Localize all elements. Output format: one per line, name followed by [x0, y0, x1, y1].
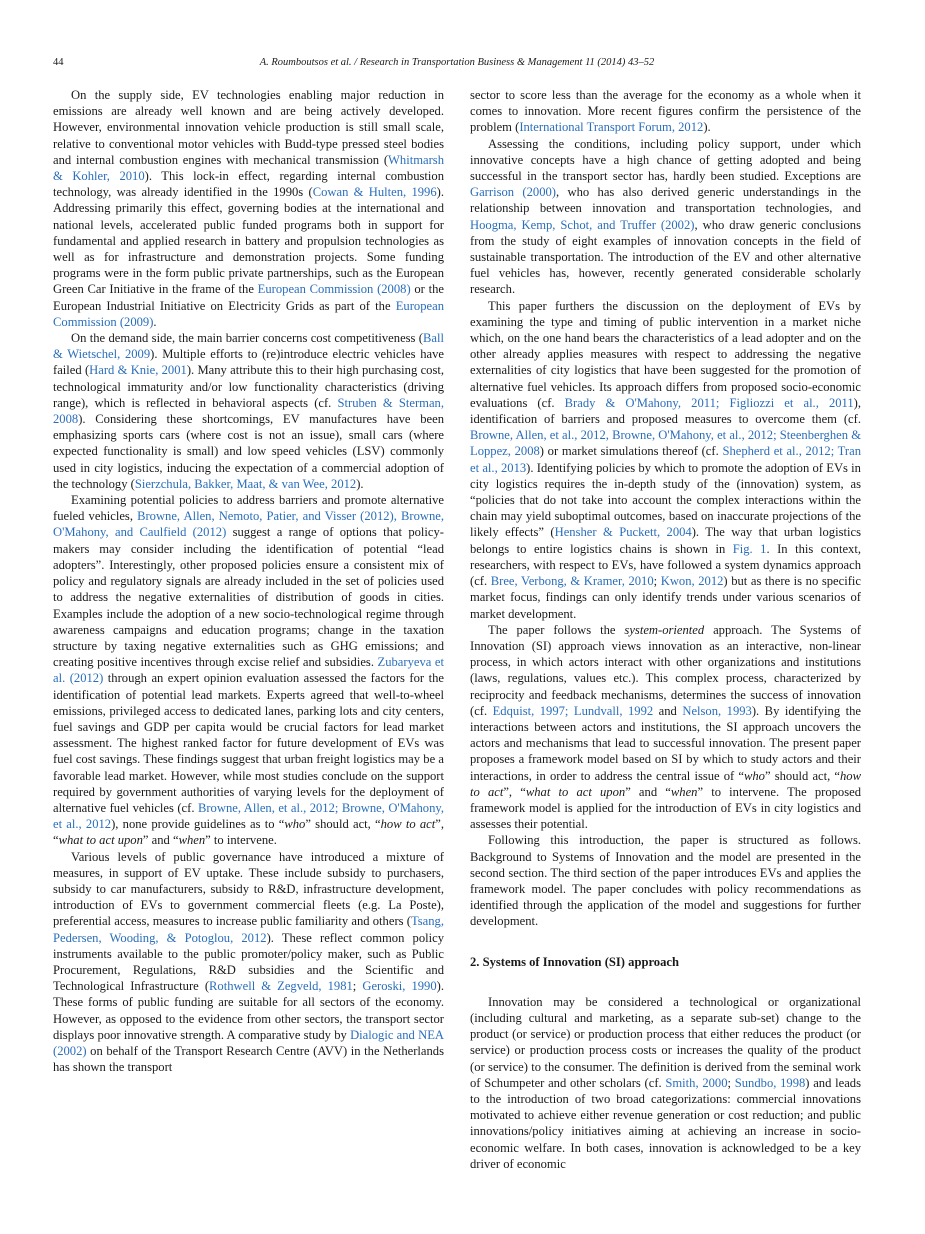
paragraph-demand-side: On the demand side, the main barrier concerns cost competitiveness (Ball & Wietschel, 2009). Multiple efforts to (re)introduce electric vehicles have failed (Hard & Knie, 2001). Many attribute this to their high purchasing cost, technological immaturity and/or low functionality characteristics (driving range), which is reflected in behavioral aspects (cf. Struben & Sterman, 2008). Considering these shortcomings, EV manufactures have been emphasizing sports cars (where cost is not an issue), small cars (where expected functionality is small) and low speed vehicles (LSV) commonly used in city logistics, inducing the expectation of a commercial adoption of the technology (Sierzchula, Bakker, Maat, & van Wee, 2012). — [53, 331, 444, 491]
citation-link[interactable]: Hensher & Puckett, 2004 — [554, 525, 692, 540]
figure-link[interactable]: Fig. 1 — [732, 541, 767, 556]
paragraph-potential-policies: Examining potential policies to address barriers and promote alternative fueled vehicles, Browne, Allen, Nemoto, Patier, and Visser (2012), Browne, O'Mahony, and Caulfield (2012) suggest a range of options that policy-makers may consider including the identification of potential “lead adopters”. Interestingly, other proposed policies ensure a consistent mix of policy and regulatory signals are already included in the set of policies used to address the negative externalities of distribution of goods in cities. Examples include the adoption of a new socio-technological regime through awareness campaigns and education programs; change in the taxation structure by taxing negative externalities such as GHG emissions; and creating positive incentives through excise relief and subsidies. Zubaryeva et al. (2012) through an expert opinion evaluation assessed the factors for the identification of potential lead markets. Experts agreed that well-to-wheel emissions, privileged access to dedicated lanes, parking lots and city centers, fuel savings and GDP per capita would be crucial factors for lead market assessment. The highest ranked factor for future development of EVs was fuel cost savings. These findings suggest that urban freight logistics may be a favorable lead market. However, while most studies conclude on the support required by government authorities of varying levels for the deployment of alternative fuel vehicles (cf. Browne, Allen, et al., 2012; Browne, O'Mahony, et al., 2012), none provide guidelines as to “who” should act, “how to act”, “what to act upon” and “when” to intervene. — [53, 493, 445, 848]
paragraph-assessing-conditions: Assessing the conditions, including policy support, under which innovative concepts have a high chance of getting adopted and being successful in the transport sector has, hardly been studied. Exceptions are Garrison (2000), who has also derived generic understandings in the relationship between innovation and transportation technologies, and Hoogma, Kemp, Schot, and Truffer (2002), who draw generic conclusions from the study of eight examples of innovation concepts in the field of sustainable transportation. The introduction of the EV and other alternative fuel vehicles has, however, recently generated considerable scholarly research. — [470, 136, 861, 297]
paragraph-structure: Following this introduction, the paper is structured as follows. Background to Systems of Innovation and the model are presented in the second section. The third section of the paper introduces EVs and applies the framework model. The paper concludes with policy recommendations as identified through the application of the model and suggestions for further development. — [470, 833, 861, 929]
page-number: 44 — [53, 57, 64, 68]
citation-link[interactable]: Dialogic and NEA (2002) — [53, 1027, 444, 1058]
paragraph-continuation: sector to score less than the average for the economy as a whole when it comes to innovation. More recent figures confirm the persistence of the problem (International Transport Forum, 2012). — [470, 88, 861, 135]
citation-link[interactable]: Shepherd et al., 2012; Tran et al., 2013 — [470, 444, 862, 475]
citation-link[interactable]: Browne, Allen, Nemoto, Patier, and Visser (2012), Browne, O'Mahony, and Caulfield (2012) — [53, 509, 444, 540]
citation-link[interactable]: European Commission (2008) — [257, 282, 411, 297]
citation-link[interactable]: Geroski, 1990 — [362, 979, 437, 994]
section-heading: 2. Systems of Innovation (SI) approach — [470, 954, 679, 969]
journal-citation-line: A. Roumboutsos et al. / Research in Transportation Business & Management 11 (2014) 43–52 — [259, 57, 655, 68]
running-header — [53, 57, 861, 73]
citation-link[interactable]: European Commission (2009) — [53, 298, 444, 329]
citation-link[interactable]: Sierzchula, Bakker, Maat, & van Wee, 2012 — [134, 476, 357, 491]
paragraph-public-governance: Various levels of public governance have introduced a mixture of measures, in support of EV uptake. These include subsidy to purchasers, subsidy to car manufacturers, subsidy to R&D, infrastructure development, introduction of EVs to government commercial fleets (e.g. La Poste), preferential access, measures to increase public familiarity and others (Tsang, Pedersen, Wooding, & Potoglou, 2012). These reflect common policy instruments available to the public promoter/policy maker, such as Public Procurement, Regulations, R&D subsidies and the Scientific and Technological Infrastructure (Rothwell & Zegveld, 1981; Geroski, 1990). These forms of public funding are suitable for all sectors of the economy. However, as opposed to the evidence from other sectors, the transport sector displays poor innovative strength. A comparative study by Dialogic and NEA (2002) on behalf of the Transport Research Centre (AVV) in the Netherlands has shown the transport — [53, 849, 444, 1075]
citation-link[interactable]: Browne, Allen, et al., 2012; Browne, O'Mahony, et al., 2012 — [53, 800, 445, 832]
citation-link[interactable]: Browne, Allen, et al., 2012, Browne, O'Mahony, et al., 2012; Steenberghen & Loppez, 2008 — [470, 428, 861, 459]
citation-link[interactable]: Smith, 2000 — [665, 1075, 728, 1090]
citation-link[interactable]: Bree, Verbong, & Kramer, 2010 — [490, 574, 654, 589]
left-column — [53, 87, 444, 1075]
citation-link[interactable]: Nelson, 1993 — [682, 703, 752, 718]
citation-link[interactable]: Garrison (2000) — [470, 185, 556, 200]
paragraph-innovation-definition: Innovation may be considered a technological or organizational (including cultural and marketing, as a separate sub-set) change to the product (or service) or production process that either reduces the product (or service) or production process costs or increases the quality of the product (or service) to the consumer. The definition is derived from the seminal work of Schumpeter and other scholars (cf. Smith, 2000; Sundbo, 1998) and leads to the introduction of two broad categorizations: commercial innovations motivated to achieve either revenue generation or cost reduction; and public innovations/policy initiatives aiming at achieving an increase in socio-economic welfare. In both cases, innovation is acknowledged to be a key driver of economic — [470, 994, 861, 1171]
citation-link[interactable]: Sundbo, 1998 — [734, 1075, 806, 1090]
citation-link[interactable]: Zubaryeva et al. (2012) — [53, 655, 444, 686]
citation-link[interactable]: Cowan & Hulten, 1996 — [312, 185, 437, 200]
citation-link[interactable]: International Transport Forum, 2012 — [519, 120, 704, 135]
right-column — [470, 87, 861, 1172]
paragraph-this-paper: This paper furthers the discussion on the deployment of EVs by examining the type and timing of public intervention in a market niche which, on the one hand bears the characteristics of a lead adopter and on the other already applies measures with respect to addressing the negative externalities of city logistics that have been suggested for the promotion of alternative fuel vehicles. Its approach differs from proposed socio-economic evaluations (cf. Brady & O'Mahony, 2011; Figliozzi et al., 2011), identification of barriers and proposed measures to overcome them (cf. Browne, Allen, et al., 2012, Browne, O'Mahony, et al., 2012; Steenberghen & Loppez, 2008) or market simulations thereof (cf. Shepherd et al., 2012; Tran et al., 2013). Identifying policies by which to promote the adoption of EVs in city logistics requires the in-depth study of the (innovation) system, as “policies that do not take into account the complex interactions within the chain may yield suboptimal outcomes, based on inaccurate projections of the likely effects” (Hensher & Puckett, 2004). The way that urban logistics belongs to entire logistics chains is shown in Fig. 1. In this context, researchers, with respect to EVs, have followed a system dynamics approach (cf. Bree, Verbong, & Kramer, 2010; Kwon, 2012) but as there is no specific market focus, findings can only identify trends under various scenarios of market development. — [470, 298, 862, 621]
citation-link[interactable]: Edquist, 1997; Lundvall, 1992 — [492, 703, 654, 718]
citation-link[interactable]: Tsang, Pedersen, Wooding, & Potoglou, 2012 — [53, 914, 444, 945]
citation-link[interactable]: Whitmarsh & Kohler, 2010 — [53, 152, 444, 184]
paragraph-supply-side: On the supply side, EV technologies enabling major reduction in emissions are already well known and are being actively developed. However, environmental innovation vehicle production is still small scale, relative to conventional motor vehicles with Budd-type pressed steel bodies and internal combustion engines with mechanical transmission (Whitmarsh & Kohler, 2010). This lock-in effect, regarding internal combustion technology, was already identified in the 1990s (Cowan & Hulten, 1996). Addressing primarily this effect, governing bodies at the international and national levels, accelerated public funded programs both in support for fundamental and applied research in battery and propulsion technologies as well as for infrastructure and demonstration projects. Some funding programs were in the form public private partnerships, such as the European Green Car Initiative in the frame of the European Commission (2008) or the European Industrial Initiative on Electricity Grids as part of the European Commission (2009). — [53, 88, 444, 329]
citation-link[interactable]: Hard & Knie, 2001 — [89, 363, 187, 378]
citation-link[interactable]: Struben & Sterman, 2008 — [53, 395, 444, 427]
citation-link[interactable]: Rothwell & Zegveld, 1981 — [209, 979, 353, 994]
citation-link[interactable]: Kwon, 2012 — [660, 574, 724, 589]
paragraph-system-oriented: The paper follows the system-oriented approach. The Systems of Innovation (SI) approach views innovation as an interactive, non-linear process, in which actors interact with other organizations and institutions (laws, regulations, values etc.). This complex process, characterized by reciprocity and feedback mechanisms, determines the success of innovation (cf. Edquist, 1997; Lundvall, 1992 and Nelson, 1993). By identifying the interactions between actors and institutions, the SI approach uncovers the actors and mechanisms that lead to successful innovation. The present paper proposes a framework model based on SI by which to study actors and their interactions, in order to address the central issue of “who” should act, “how to act”, “what to act upon” and “when” to intervene. The proposed framework model is applied for the introduction of EVs in city logistics and assesses their potential. — [470, 622, 862, 832]
citation-link[interactable]: Brady & O'Mahony, 2011; Figliozzi et al., 2011 — [564, 395, 854, 410]
citation-link[interactable]: Hoogma, Kemp, Schot, and Truffer (2002) — [470, 217, 695, 232]
citation-link[interactable]: Ball & Wietschel, 2009 — [53, 331, 444, 362]
